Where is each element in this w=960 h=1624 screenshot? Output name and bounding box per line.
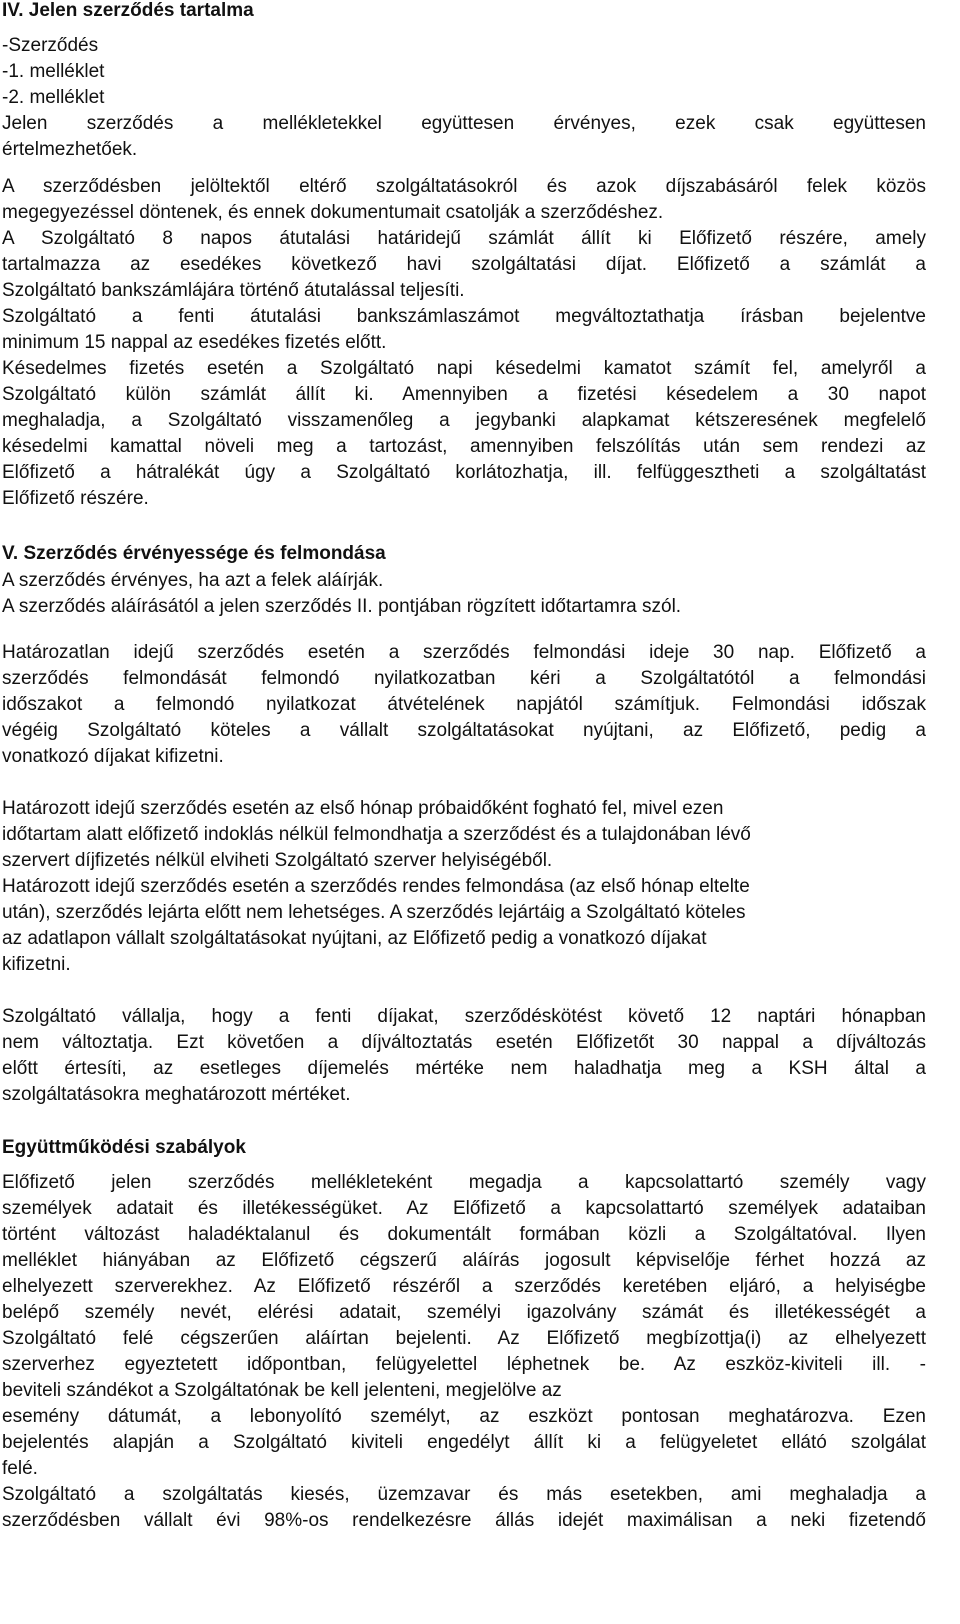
text-line: Szolgáltató vállalja, hogy a fenti díjakat, szerződéskötést követő 12 naptári hónapban	[2, 1006, 926, 1027]
text-line: belépő személy nevét, elérési adatait, személyi igazolvány számát és illetékességét a	[2, 1302, 926, 1323]
text-line: személyek adatait és illetékességüket. Az Előfizető a kapcsolattartó személyek adataiban	[2, 1198, 926, 1219]
text-line: kifizetni.	[2, 954, 71, 975]
text-line: -Szerződés	[2, 35, 99, 56]
text-line: Előfizető jelen szerződés mellékleteként megadja a kapcsolattartó személy vagy	[2, 1172, 926, 1193]
text-line: Előfizető részére.	[2, 488, 149, 509]
text-line: nem változtatja. Ezt követően a díjváltoztatás esetén Előfizetőt 30 nappal a díjváltozás	[2, 1032, 926, 1053]
text-line: melléklet hiányában az Előfizető cégszerű aláírás jogosult képviselője férhet hozzá az	[2, 1250, 926, 1271]
text-line: történt változást haladéktalanul és dokumentált formában közli a Szolgáltatóval. Ilyen	[2, 1224, 926, 1245]
text-line: szerződésben vállalt évi 98%-os rendelkezésre állás idejét maximálisan a neki fizetendő	[2, 1510, 926, 1531]
text-line: A szerződésben jelöltektől eltérő szolgáltatásokról és azok díjszabásáról felek közös	[2, 176, 926, 197]
text-line: értelmezhetőek.	[2, 139, 138, 160]
section-heading: IV. Jelen szerződés tartalma	[2, 0, 254, 21]
text-line: végéig Szolgáltató köteles a vállalt szolgáltatásokat nyújtani, az Előfizető, pedig a	[2, 720, 926, 741]
text-line: Szolgáltató felé cégszerűen aláírtan bejelenti. Az Előfizető megbízottja(i) az elhelyezett	[2, 1328, 926, 1349]
text-line: az adatlapon vállalt szolgáltatásokat nyújtani, az Előfizető pedig a vonatkozó díjakat	[2, 928, 707, 949]
text-line: Előfizető a hátralékát úgy a Szolgáltató korlátozhatja, ill. felfüggesztheti a szolgáltatást	[2, 462, 926, 483]
text-line: -1. melléklet	[2, 61, 105, 82]
text-line: meghaladja, a Szolgáltató visszamenőleg a jegybanki alapkamat kétszeresének megfelelő	[2, 410, 926, 431]
text-line: Szolgáltató a fenti átutalási bankszámlaszámot megváltoztathatja írásban bejelentve	[2, 306, 926, 327]
text-line: szerverhez egyeztetett időpontban, felügyelettel léphetnek be. Az eszköz-kiviteli ill. -	[2, 1354, 926, 1375]
text-line: szervert díjfizetés nélkül elviheti Szolgáltató szerver helyiségéből.	[2, 850, 553, 871]
text-line: után), szerződés lejárta előtt nem lehetséges. A szerződés lejártáig a Szolgáltató köteles	[2, 902, 746, 923]
text-line: Határozott idejű szerződés esetén a szerződés rendes felmondása (az első hónap eltelte	[2, 876, 750, 897]
text-line: Késedelmes fizetés esetén a Szolgáltató napi késedelmi kamatot számít fel, amelyről a	[2, 358, 926, 379]
text-line: A szerződés érvényes, ha azt a felek aláírják.	[2, 570, 384, 591]
text-line: késedelmi kamattal növeli meg a tartozást, amennyiben felszólítás után sem rendezi az	[2, 436, 926, 457]
text-line: minimum 15 nappal az esedékes fizetés előtt.	[2, 332, 387, 353]
text-line: A szerződés aláírásától a jelen szerződés II. pontjában rögzített időtartamra szól.	[2, 596, 682, 617]
text-line: bejelentés alapján a Szolgáltató kiviteli engedélyt állít ki a felügyeletet ellátó szolgálat	[2, 1432, 926, 1453]
text-line: időszakot a felmondó nyilatkozat átvételének napjától számítjuk. Felmondási időszak	[2, 694, 926, 715]
text-line: felé.	[2, 1458, 38, 1479]
text-line: előtt értesíti, az esetleges díjemelés mértéke nem haladhatja meg a KSH által a	[2, 1058, 926, 1079]
section-heading: V. Szerződés érvényessége és felmondása	[2, 543, 386, 564]
text-line: Határozatlan idejű szerződés esetén a szerződés felmondási ideje 30 nap. Előfizető a	[2, 642, 926, 663]
text-line: beviteli szándékot a Szolgáltatónak be kell jelenteni, megjelölve az	[2, 1380, 562, 1401]
text-line: szolgáltatásokra meghatározott mértéket.	[2, 1084, 351, 1105]
text-line: esemény dátumát, a lebonyolító személyt, az eszközt pontosan meghatározva. Ezen	[2, 1406, 926, 1427]
text-line: Szolgáltató a szolgáltatás kiesés, üzemzavar és más esetekben, ami meghaladja a	[2, 1484, 926, 1505]
text-line: Szolgáltató külön számlát állít ki. Amennyiben a fizetési késedelem a 30 napot	[2, 384, 926, 405]
text-line: időtartam alatt előfizető indoklás nélkül felmondhatja a szerződést és a tulajdonában lévő	[2, 824, 751, 845]
text-line: vonatkozó díjakat kifizetni.	[2, 746, 224, 767]
text-line: -2. melléklet	[2, 87, 105, 108]
text-line: szerződés felmondását felmondó nyilatkozatban kéri a Szolgáltatótól a felmondási	[2, 668, 926, 689]
text-line: Szolgáltató bankszámlájára történő átutalással teljesíti.	[2, 280, 465, 301]
text-line: elhelyezett szerverekhez. Az Előfizető részéről a szerződés keretében eljáró, a helyiségbe	[2, 1276, 926, 1297]
section-heading: Együttműködési szabályok	[2, 1137, 246, 1158]
text-line: megegyezéssel döntenek, és ennek dokumentumait csatolják a szerződéshez.	[2, 202, 664, 223]
text-line: Jelen szerződés a mellékletekkel együttesen érvényes, ezek csak együttesen	[2, 113, 926, 134]
text-line: tartalmazza az esedékes következő havi szolgáltatási díjat. Előfizető a számlát a	[2, 254, 926, 275]
text-line: Határozott idejű szerződés esetén az első hónap próbaidőként fogható fel, mivel ezen	[2, 798, 724, 819]
text-line: A Szolgáltató 8 napos átutalási határidejű számlát állít ki Előfizető részére, amely	[2, 228, 926, 249]
